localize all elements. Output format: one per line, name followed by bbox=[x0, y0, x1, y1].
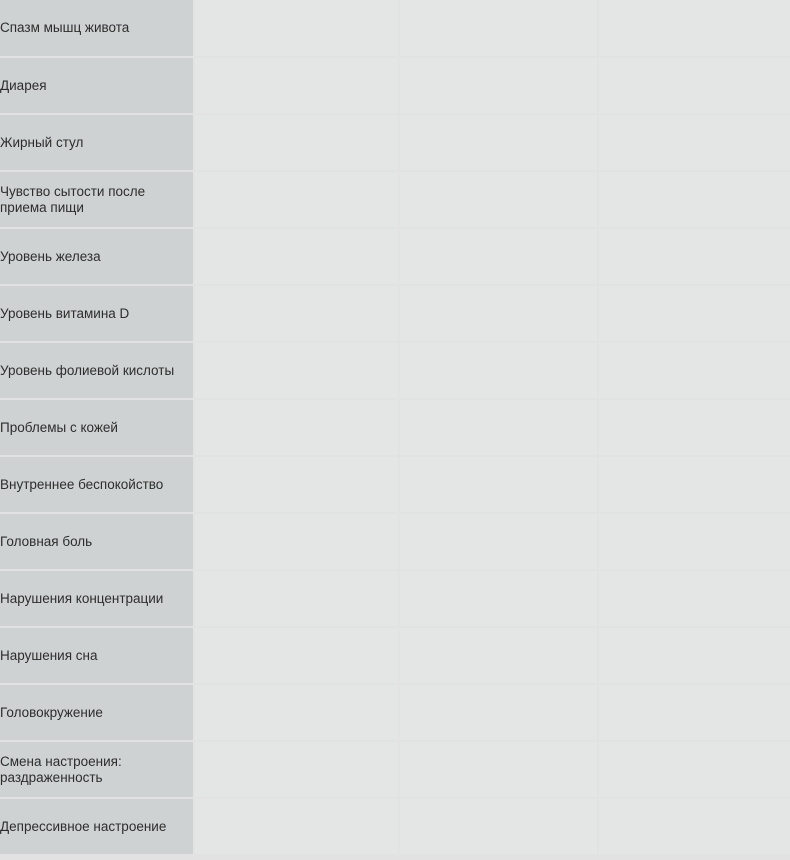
row-value-cell-2[interactable] bbox=[399, 798, 598, 855]
row-label: Смена настроения: раздраженность bbox=[0, 753, 122, 785]
row-value-cell-2[interactable] bbox=[399, 285, 598, 342]
row-label: Внутреннее беспокойство bbox=[0, 476, 164, 492]
row-label: Жирный стул bbox=[0, 134, 84, 150]
row-value-cell-2[interactable] bbox=[399, 741, 598, 798]
row-value-cell-3[interactable] bbox=[598, 741, 790, 798]
row-value-cell-3[interactable] bbox=[598, 171, 790, 228]
row-label-cell bbox=[0, 798, 194, 855]
row-value-cell-1[interactable] bbox=[194, 570, 399, 627]
row-label-cell bbox=[0, 570, 194, 627]
table-row bbox=[0, 627, 790, 684]
row-value-cell-3[interactable] bbox=[598, 342, 790, 399]
row-value-cell-1[interactable] bbox=[194, 684, 399, 741]
row-value-cell-2[interactable] bbox=[399, 456, 598, 513]
row-value-cell-2[interactable] bbox=[399, 684, 598, 741]
row-label-cell bbox=[0, 0, 194, 57]
row-value-cell-3[interactable] bbox=[598, 456, 790, 513]
row-value-cell-2[interactable] bbox=[399, 513, 598, 570]
row-value-cell-1[interactable] bbox=[194, 513, 399, 570]
row-value-cell-1[interactable] bbox=[194, 114, 399, 171]
row-label-cell bbox=[0, 114, 194, 171]
row-value-cell-2[interactable] bbox=[399, 171, 598, 228]
row-label: Головокружение bbox=[0, 704, 103, 720]
row-value-cell-1[interactable] bbox=[194, 399, 399, 456]
row-value-cell-3[interactable] bbox=[598, 285, 790, 342]
row-value-cell-2[interactable] bbox=[399, 342, 598, 399]
row-value-cell-1[interactable] bbox=[194, 342, 399, 399]
row-label-cell bbox=[0, 285, 194, 342]
row-value-cell-1[interactable] bbox=[194, 741, 399, 798]
row-value-cell-3[interactable] bbox=[598, 57, 790, 114]
table-row bbox=[0, 684, 790, 741]
row-label-cell bbox=[0, 342, 194, 399]
table-row bbox=[0, 798, 790, 855]
table-row bbox=[0, 171, 790, 228]
table-row bbox=[0, 228, 790, 285]
row-label: Депрессивное настроение bbox=[0, 818, 167, 834]
row-label: Нарушения сна bbox=[0, 647, 98, 663]
table-row bbox=[0, 570, 790, 627]
row-label: Уровень витамина D bbox=[0, 305, 130, 321]
row-value-cell-2[interactable] bbox=[399, 114, 598, 171]
table-row bbox=[0, 513, 790, 570]
row-label-cell bbox=[0, 399, 194, 456]
table-row bbox=[0, 114, 790, 171]
row-value-cell-2[interactable] bbox=[399, 0, 598, 57]
row-value-cell-3[interactable] bbox=[598, 684, 790, 741]
row-label-cell bbox=[0, 171, 194, 228]
row-label-cell bbox=[0, 513, 194, 570]
row-value-cell-3[interactable] bbox=[598, 0, 790, 57]
table-row bbox=[0, 285, 790, 342]
row-value-cell-3[interactable] bbox=[598, 570, 790, 627]
table-row bbox=[0, 0, 790, 57]
row-value-cell-2[interactable] bbox=[399, 627, 598, 684]
row-value-cell-3[interactable] bbox=[598, 114, 790, 171]
row-value-cell-2[interactable] bbox=[399, 399, 598, 456]
row-value-cell-1[interactable] bbox=[194, 798, 399, 855]
row-label-cell bbox=[0, 228, 194, 285]
row-value-cell-3[interactable] bbox=[598, 513, 790, 570]
row-label-cell bbox=[0, 684, 194, 741]
row-value-cell-3[interactable] bbox=[598, 627, 790, 684]
row-value-cell-1[interactable] bbox=[194, 171, 399, 228]
table-row bbox=[0, 57, 790, 114]
row-value-cell-1[interactable] bbox=[194, 285, 399, 342]
row-label: Проблемы с кожей bbox=[0, 419, 118, 435]
table-row bbox=[0, 456, 790, 513]
row-label: Диарея bbox=[0, 77, 47, 93]
row-label-cell bbox=[0, 57, 194, 114]
row-label: Уровень фолиевой кислоты bbox=[0, 362, 175, 378]
row-value-cell-2[interactable] bbox=[399, 570, 598, 627]
row-label-cell bbox=[0, 456, 194, 513]
table-row bbox=[0, 342, 790, 399]
row-label: Головная боль bbox=[0, 533, 93, 549]
row-label: Нарушения концентрации bbox=[0, 590, 164, 606]
row-label-cell bbox=[0, 741, 194, 798]
row-value-cell-1[interactable] bbox=[194, 0, 399, 57]
row-value-cell-1[interactable] bbox=[194, 627, 399, 684]
row-value-cell-3[interactable] bbox=[598, 399, 790, 456]
row-value-cell-3[interactable] bbox=[598, 798, 790, 855]
row-value-cell-3[interactable] bbox=[598, 228, 790, 285]
row-value-cell-1[interactable] bbox=[194, 456, 399, 513]
row-label: Уровень железа bbox=[0, 248, 101, 264]
row-label: Чувство сытости после приема пищи bbox=[0, 183, 146, 215]
row-label: Спазм мышц живота bbox=[0, 20, 130, 35]
table-row bbox=[0, 741, 790, 798]
row-value-cell-2[interactable] bbox=[399, 228, 598, 285]
row-value-cell-2[interactable] bbox=[399, 57, 598, 114]
row-label-cell bbox=[0, 627, 194, 684]
row-value-cell-1[interactable] bbox=[194, 57, 399, 114]
row-value-cell-1[interactable] bbox=[194, 228, 399, 285]
table-row bbox=[0, 399, 790, 456]
